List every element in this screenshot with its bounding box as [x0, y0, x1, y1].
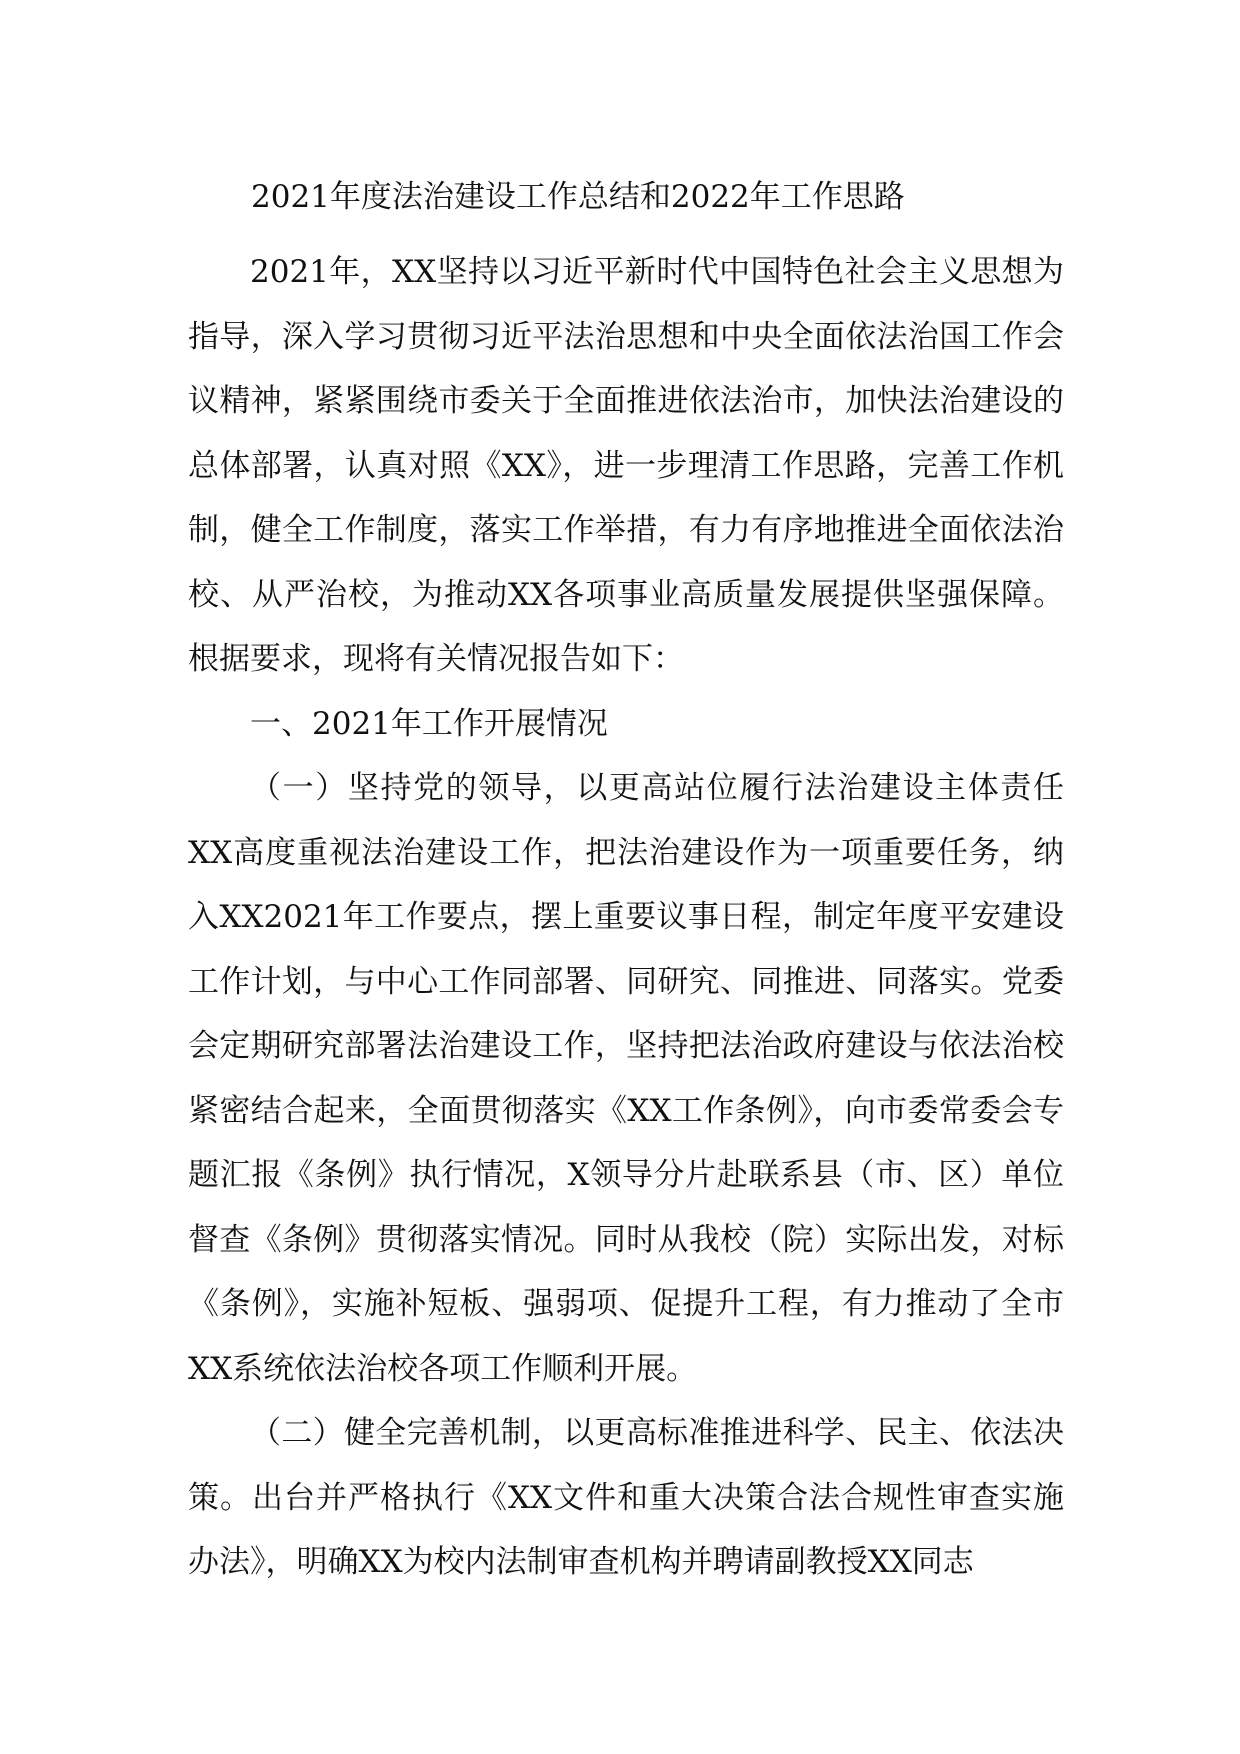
intro-paragraph: 2021年，XX坚持以习近平新时代中国特色社会主义思想为指导，深入学习贯彻习近平法治思想和中央全面依法治国工作会议精神，紧紧围绕市委关于全面推进依法治市，加快法治建设的总体部署，认真对照《XX》，进一步理清工作思路，完善工作机制，健全工作制度，落实工作举措，有力有序地推进全面依法治校、从严治校，为推动XX各项事业高质量发展提供坚强保障。根据要求，现将有关情况报告如下： — [188, 254, 1064, 677]
subsection-2-paragraph: （二）健全完善机制，以更高标准推进科学、民主、依法决策。出台并严格执行《XX文件和重大决策合法合规性审查实施办法》，明确XX为校内法制审查机构并聘请副教授XX同志 — [188, 1415, 1064, 1580]
document-title: 2021年度法治建设工作总结和2022年工作思路 — [251, 179, 905, 215]
subsection-1-paragraph: （一）坚持党的领导，以更高站位履行法治建设主体责任XX高度重视法治建设工作，把法治建设作为一项重要任务，纳入XX2021年工作要点，摆上重要议事日程，制定年度平安建设工作计划，与中心工作同部署、同研究、同推进、同落实。党委会定期研究部署法治建设工作，坚持把法治政府建设与依法治校紧密结合起来，全面贯彻落实《XX工作条例》，向市委常委会专题汇报《条例》执行情况，X领导分片赴联系县（市、区）单位督查《条例》贯彻落实情况。同时从我校（院）实际出发，对标《条例》，实施补短板、强弱项、促提升工程，有力推动了全市XX系统依法治校各项工作顺利开展。 — [188, 770, 1064, 1387]
document-body — [188, 240, 1064, 1595]
section-heading: 一、2021年工作开展情况 — [250, 705, 608, 742]
